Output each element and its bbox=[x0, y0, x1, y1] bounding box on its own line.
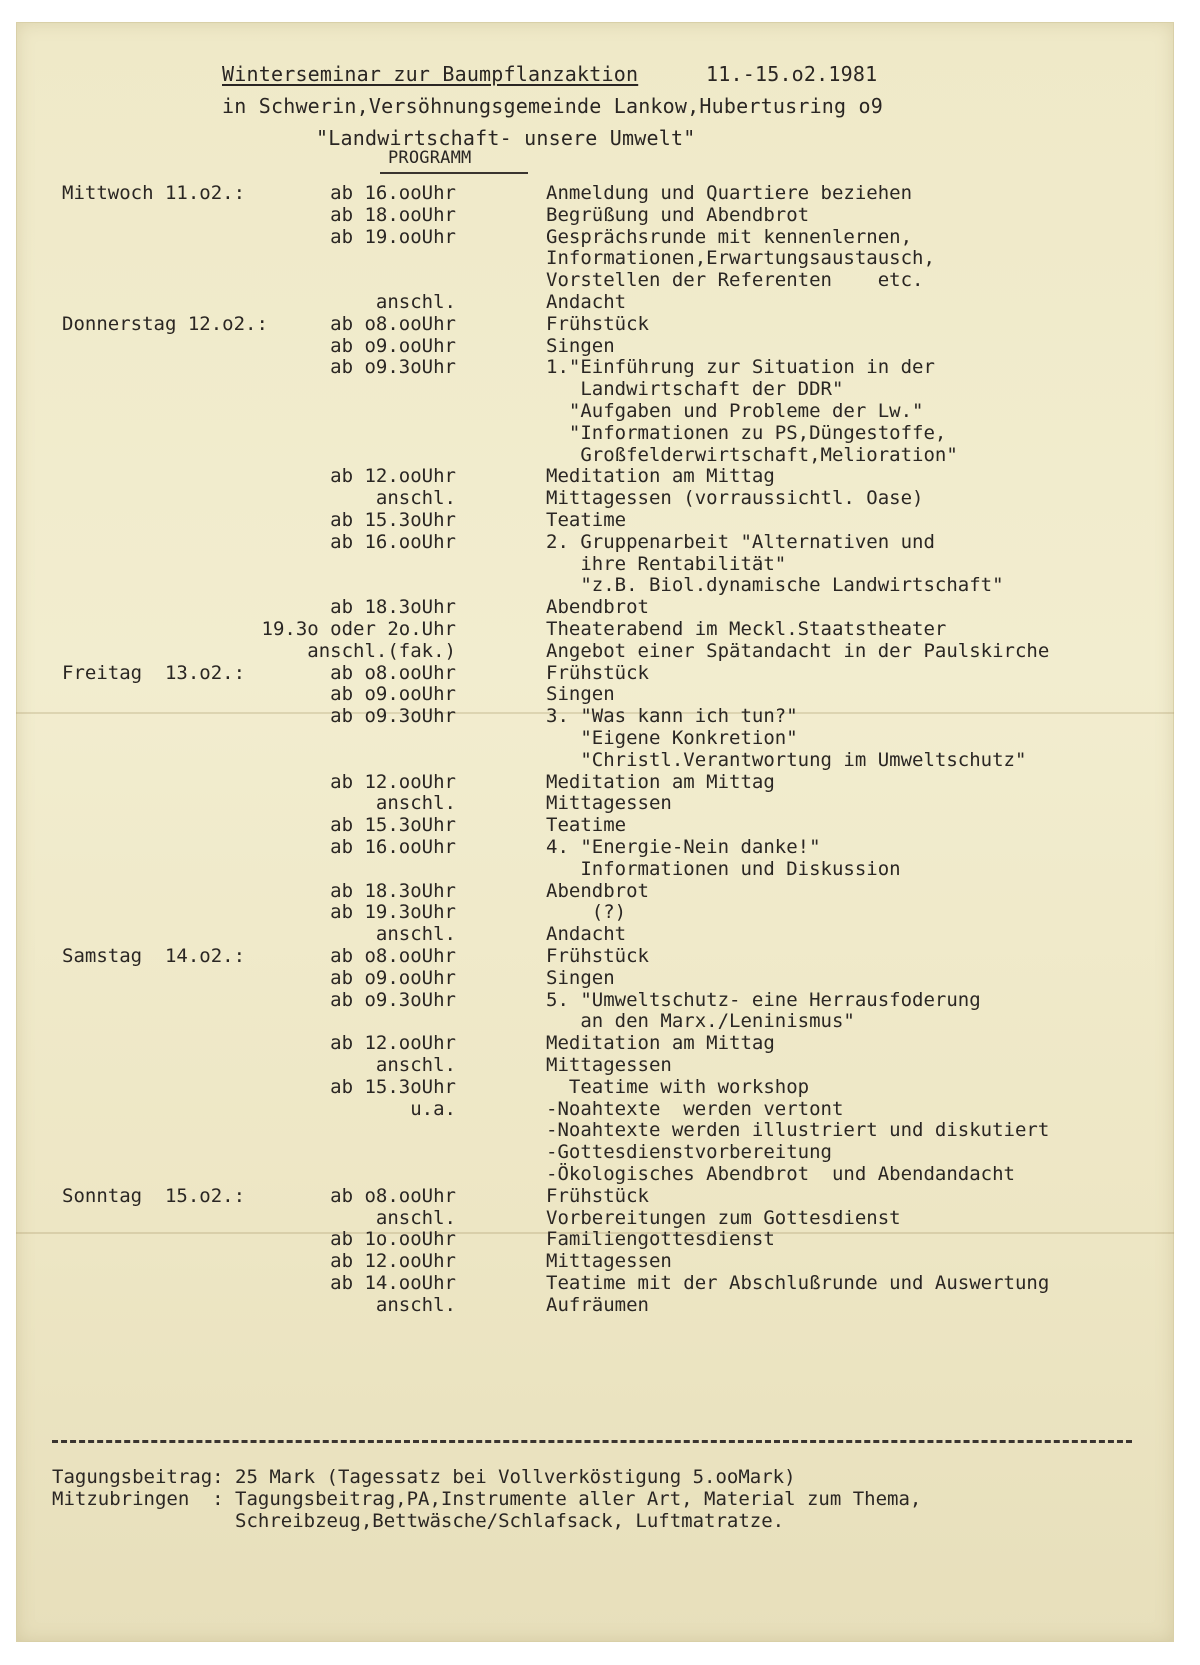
schedule-day: Sonntag 15.o2.: bbox=[62, 1185, 246, 1207]
schedule-activity: Vorstellen der Referenten etc. bbox=[546, 269, 924, 291]
schedule-time: ab 18.3oUhr bbox=[330, 596, 456, 618]
schedule-activity: Singen bbox=[546, 683, 615, 705]
schedule-time: ab o9.ooUhr bbox=[330, 335, 456, 357]
schedule-time: anschl.(fak.) bbox=[307, 640, 456, 662]
schedule-activity: -Noahtexte werden illustriert und diskutiert bbox=[546, 1119, 1050, 1141]
schedule-activity: Teatime bbox=[546, 814, 627, 836]
schedule-activity: -Noahtexte werden vertont bbox=[546, 1098, 844, 1120]
seminar-motto: "Landwirtschaft- unsere Umwelt" bbox=[316, 126, 696, 150]
schedule-activity: Frühstück bbox=[546, 313, 649, 335]
schedule-activity: Gesprächsrunde mit kennenlernen, bbox=[546, 226, 913, 248]
schedule-day: Donnerstag 12.o2.: bbox=[62, 313, 268, 335]
schedule-activity: Vorbereitungen zum Gottesdienst bbox=[546, 1207, 901, 1229]
schedule-time: ab 19.3oUhr bbox=[330, 901, 456, 923]
schedule-day: Samstag 14.o2.: bbox=[62, 945, 246, 967]
schedule-activity: "Eigene Konkretion" bbox=[546, 727, 798, 749]
schedule-activity: Abendbrot bbox=[546, 880, 649, 902]
seminar-location: in Schwerin,Versöhnungsgemeinde Lankow,Hubertusring o9 bbox=[222, 94, 884, 118]
schedule-activity: Teatime bbox=[546, 509, 627, 531]
schedule-activity: "Informationen zu PS,Düngestoffe, bbox=[546, 422, 947, 444]
schedule-time: anschl. bbox=[375, 291, 456, 313]
schedule-activity: Begrüßung und Abendbrot bbox=[546, 204, 810, 226]
schedule-time: ab 16.ooUhr bbox=[330, 182, 456, 204]
schedule-time: ab 12.ooUhr bbox=[330, 465, 456, 487]
schedule-time: ab o8.ooUhr bbox=[330, 313, 456, 335]
schedule-time: ab 19.ooUhr bbox=[330, 226, 456, 248]
schedule-activity: Meditation am Mittag bbox=[546, 1032, 775, 1054]
schedule-activity: "z.B. Biol.dynamische Landwirtschaft" bbox=[546, 574, 1004, 596]
schedule-activity: Singen bbox=[546, 335, 615, 357]
schedule-activity: Teatime with workshop bbox=[546, 1076, 810, 1098]
schedule-time: ab 1o.ooUhr bbox=[330, 1228, 456, 1250]
bring-line-continued: Schreibzeug,Bettwäsche/Schlafsack, Luftmatratze. bbox=[52, 1510, 785, 1532]
schedule-activity: Mittagessen (vorraussichtl. Oase) bbox=[546, 487, 924, 509]
schedule-time: anschl. bbox=[375, 792, 456, 814]
schedule-time: anschl. bbox=[375, 487, 456, 509]
schedule-time: ab o8.ooUhr bbox=[330, 1185, 456, 1207]
schedule-activity: Großfelderwirtschaft,Melioration" bbox=[546, 444, 958, 466]
schedule-activity: Anmeldung und Quartiere beziehen bbox=[546, 182, 913, 204]
seminar-dates: 11.-15.o2.1981 bbox=[706, 62, 878, 86]
schedule-activity: Andacht bbox=[546, 923, 627, 945]
schedule-activity: Andacht bbox=[546, 291, 627, 313]
schedule-time: ab 18.3oUhr bbox=[330, 880, 456, 902]
schedule-activity: (?) bbox=[546, 901, 627, 923]
fee-line: Tagungsbeitrag: 25 Mark (Tagessatz bei Vollverköstigung 5.ooMark) bbox=[52, 1466, 796, 1488]
schedule-activity: Meditation am Mittag bbox=[546, 771, 775, 793]
schedule-time: ab o9.3oUhr bbox=[330, 705, 456, 727]
schedule-time: anschl. bbox=[375, 1054, 456, 1076]
schedule-activity: 3. "Was kann ich tun?" bbox=[546, 705, 798, 727]
schedule-activity: 2. Gruppenarbeit "Alternativen und bbox=[546, 531, 935, 553]
schedule-activity: Angebot einer Spätandacht in der Paulskirche bbox=[546, 640, 1050, 662]
schedule-time: u.a. bbox=[410, 1098, 456, 1120]
schedule-time: 19.3o oder 2o.Uhr bbox=[261, 618, 456, 640]
schedule-activity: Informationen,Erwartungsaustausch, bbox=[546, 247, 935, 269]
schedule-activity: 4. "Energie-Nein danke!" bbox=[546, 836, 821, 858]
schedule-activity: Theaterabend im Meckl.Staatstheater bbox=[546, 618, 947, 640]
program-underline bbox=[380, 172, 528, 174]
schedule-activity: Teatime mit der Abschlußrunde und Auswertung bbox=[546, 1272, 1050, 1294]
schedule-time: ab o8.ooUhr bbox=[330, 945, 456, 967]
schedule-activity: Mittagessen bbox=[546, 1250, 672, 1272]
schedule-activity: -Gottesdienstvorbereitung bbox=[546, 1141, 832, 1163]
schedule-activity: ihre Rentabilität" bbox=[546, 553, 787, 575]
seminar-title: Winterseminar zur Baumpflanzaktion bbox=[222, 62, 639, 86]
schedule-time: ab 15.3oUhr bbox=[330, 1076, 456, 1098]
schedule-activity: Mittagessen bbox=[546, 792, 672, 814]
schedule-activity: Familiengottesdienst bbox=[546, 1228, 775, 1250]
schedule-activity: Abendbrot bbox=[546, 596, 649, 618]
schedule-activity: "Aufgaben und Probleme der Lw." bbox=[546, 400, 924, 422]
schedule-activity: Aufräumen bbox=[546, 1294, 649, 1316]
schedule-activity: "Christl.Verantwortung im Umweltschutz" bbox=[546, 749, 1027, 771]
schedule-activity: an den Marx./Leninismus" bbox=[546, 1010, 855, 1032]
schedule-time: ab 12.ooUhr bbox=[330, 771, 456, 793]
schedule-activity: Landwirtschaft der DDR" bbox=[546, 378, 844, 400]
schedule-time: ab 16.ooUhr bbox=[330, 836, 456, 858]
schedule-time: anschl. bbox=[375, 923, 456, 945]
schedule-time: ab 16.ooUhr bbox=[330, 531, 456, 553]
schedule-time: ab 12.ooUhr bbox=[330, 1032, 456, 1054]
schedule-activity: Singen bbox=[546, 967, 615, 989]
schedule-activity: Informationen und Diskussion bbox=[546, 858, 901, 880]
schedule-day: Mittwoch 11.o2.: bbox=[62, 182, 246, 204]
schedule-time: anschl. bbox=[375, 1207, 456, 1229]
schedule-activity: -Ökologisches Abendbrot und Abendandacht bbox=[546, 1163, 1015, 1185]
schedule-time: ab o9.ooUhr bbox=[330, 967, 456, 989]
schedule-time: ab o9.3oUhr bbox=[330, 356, 456, 378]
separator-dashed-line bbox=[52, 1440, 1132, 1443]
schedule-activity: Frühstück bbox=[546, 945, 649, 967]
schedule-activity: Frühstück bbox=[546, 662, 649, 684]
schedule-day: Freitag 13.o2.: bbox=[62, 662, 246, 684]
schedule-time: ab 12.ooUhr bbox=[330, 1250, 456, 1272]
schedule-time: ab 15.3oUhr bbox=[330, 509, 456, 531]
bring-line: Mitzubringen : Tagungsbeitrag,PA,Instrumente aller Art, Material zum Thema, bbox=[52, 1488, 922, 1510]
typewritten-sheet bbox=[16, 22, 1174, 1642]
schedule-time: ab 15.3oUhr bbox=[330, 814, 456, 836]
program-label: PROGRAMM bbox=[388, 148, 472, 168]
schedule-time: ab 18.ooUhr bbox=[330, 204, 456, 226]
schedule-activity: 5. "Umweltschutz- eine Herrausfoderung bbox=[546, 989, 981, 1011]
schedule-activity: Frühstück bbox=[546, 1185, 649, 1207]
schedule-activity: 1."Einführung zur Situation in der bbox=[546, 356, 935, 378]
schedule-time: ab o8.ooUhr bbox=[330, 662, 456, 684]
schedule-activity: Meditation am Mittag bbox=[546, 465, 775, 487]
schedule-time: ab 14.ooUhr bbox=[330, 1272, 456, 1294]
schedule-time: ab o9.ooUhr bbox=[330, 683, 456, 705]
schedule-time: anschl. bbox=[375, 1294, 456, 1316]
schedule-activity: Mittagessen bbox=[546, 1054, 672, 1076]
schedule-time: ab o9.3oUhr bbox=[330, 989, 456, 1011]
